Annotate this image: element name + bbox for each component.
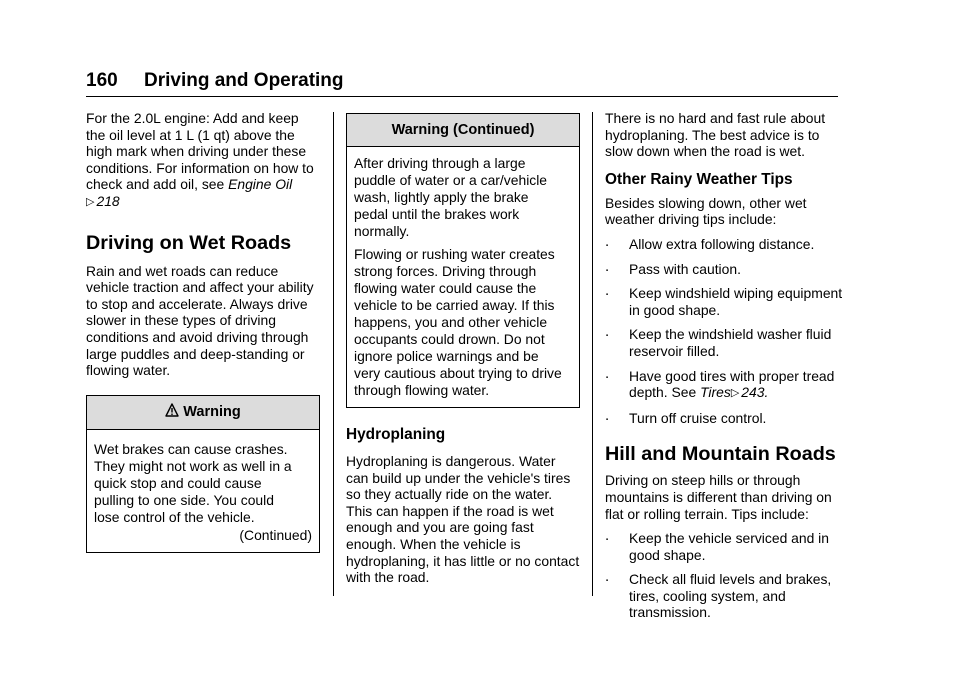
- page-number: 160: [86, 70, 118, 91]
- list-item: . Have good tires with proper tread depth. See Tires▷ 243.: [605, 364, 835, 401]
- list-item: . Keep the vehicle serviced and in good shape.: [605, 527, 829, 563]
- tires-page-ref[interactable]: 243.: [741, 384, 769, 401]
- heading-hydroplaning: Hydroplaning: [346, 426, 446, 443]
- bullet-marker: .: [605, 406, 610, 424]
- section-title: Driving and Operating: [144, 70, 344, 91]
- rainy-tips-intro: Besides slowing down, other wet weather driving tips include:: [605, 194, 807, 228]
- engine-oil-page-ref[interactable]: 218: [96, 192, 120, 209]
- warning-text: Wet brakes can cause crashes. They might not work as well in a quick stop and could cause pulling to one side. You could lose control of the vehicle.: [94, 440, 292, 525]
- engine-oil-link[interactable]: Engine Oil: [228, 176, 293, 193]
- page-ref-icon: ▷: [86, 195, 95, 208]
- bullet-marker: .: [605, 364, 610, 382]
- continued-label: (Continued): [239, 526, 312, 543]
- list-item: . Keep windshield wiping equipment in good shape.: [605, 282, 843, 318]
- list-item: . Allow extra following distance.: [605, 232, 815, 252]
- oil-paragraph: For the 2.0L engine: Add and keep the oil level at 1 L (1 qt) above the high mark when driving under these conditions. For information on how to check and add oil, see Engine Oil ▷ 218: [86, 110, 314, 209]
- list-item: . Turn off cruise control.: [605, 406, 767, 426]
- hill-roads-intro: Driving on steep hills or through mountains is different than driving on flat or rolling terrain. Tips include:: [605, 472, 832, 522]
- bullet-marker: .: [605, 257, 610, 275]
- warning-continued-para-2: Flowing or rushing water creates strong forces. Driving through flowing water could cause the vehicle to be carried away. If this happens, you and other vehicle occupants could drown. Do not ignore police warnings and be very cautious about trying to drive through flowing water.: [354, 246, 562, 398]
- heading-hill-roads: Hill and Mountain Roads: [605, 443, 836, 466]
- column-2: [346, 113, 580, 586]
- hydroplaning-advice-paragraph: There is no hard and fast rule about hydroplaning. The best advice is to slow down when the road is wet.: [605, 110, 826, 160]
- page-ref-icon: ▷: [730, 387, 740, 400]
- column-divider: [592, 112, 593, 596]
- bullet-marker: .: [605, 282, 610, 300]
- header-divider: [86, 96, 838, 97]
- tires-link[interactable]: Tires: [700, 384, 731, 401]
- heading-wet-roads: Driving on Wet Roads: [86, 231, 292, 254]
- warning-continued-box: [346, 113, 580, 408]
- column-1: [86, 110, 320, 553]
- warning-continued-para-1: After driving through a large puddle of water or a car/vehicle wash, lightly apply the brake pedal until the brakes work normally.: [354, 155, 548, 239]
- page-header: [86, 70, 838, 94]
- warning-continued-body: [347, 147, 579, 407]
- warning-icon: [165, 403, 179, 417]
- warning-header: [87, 396, 319, 430]
- warning-body: [87, 430, 319, 552]
- bullet-marker: .: [605, 232, 610, 250]
- bullet-marker: .: [605, 568, 610, 586]
- bullet-marker: .: [605, 323, 610, 341]
- hydroplaning-paragraph: Hydroplaning is dangerous. Water can build up under the vehicle's tires so they actually ride on the water. This can happen if the road is wet enough and you are going fast enough. When the vehicle is hydroplaning, it has little or no contact with the road.: [346, 453, 580, 586]
- column-3: [605, 110, 843, 621]
- list-item: . Keep the windshield washer fluid reservoir filled.: [605, 323, 832, 359]
- list-item: . Pass with caution.: [605, 257, 741, 277]
- list-item: . Check all fluid levels and brakes, tires, cooling system, and transmission.: [605, 568, 832, 621]
- warning-box: [86, 395, 320, 553]
- warning-continued-header: Warning (Continued): [347, 114, 579, 147]
- wet-roads-paragraph: Rain and wet roads can reduce vehicle traction and affect your ability to stop and accelerate. Always drive slower in these types of driving conditions and avoid driving through large puddles and deep-standing or flowing water.: [86, 262, 314, 379]
- column-divider: [333, 112, 334, 596]
- bullet-marker: .: [605, 527, 610, 545]
- heading-rainy-tips: Other Rainy Weather Tips: [605, 170, 793, 188]
- warning-title: Warning: [183, 403, 241, 420]
